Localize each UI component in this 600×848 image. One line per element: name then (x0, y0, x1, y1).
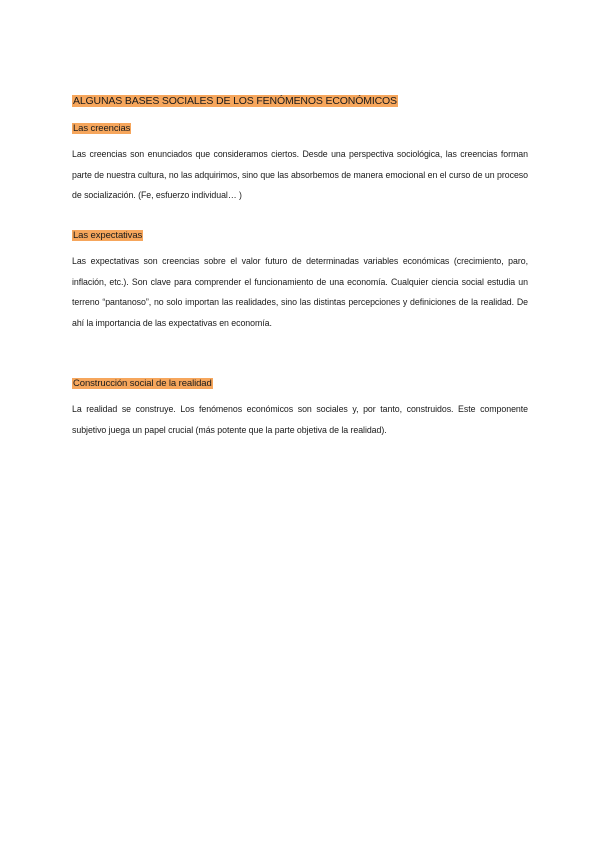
section-heading-expectativas (72, 229, 143, 242)
section-heading-text: Las expectativas (73, 230, 143, 241)
section-paragraph-construccion: La realidad se construye. Los fenómenos económicos son sociales y, por tanto, construidos. Este componente subjetivo juega un papel crucial (más potente que la parte objetiva de la realidad). (72, 404, 528, 435)
section-paragraph-creencias: Las creencias son enunciados que consideramos ciertos. Desde una perspectiva sociológica, las creencias forman parte de nuestra cultura, no las adquirimos, sino que las absorbemos de manera emocional en el curso de un proceso de socialización. (Fe, esfuerzo individual… ) (72, 149, 528, 200)
section-heading-construccion (72, 377, 213, 390)
section-heading-text: Construcción social de la realidad (73, 378, 212, 389)
document-title-text: ALGUNAS BASES SOCIALES DE LOS FENÓMENOS ECONÓMICOS (73, 95, 397, 107)
document-title (72, 94, 398, 109)
section-heading-creencias (72, 122, 131, 135)
section-paragraph-expectativas: Las expectativas son creencias sobre el valor futuro de determinadas variables económicas (crecimiento, paro, inflación, etc.). Son clave para comprender el funcionamiento de una economía. Cualquier ciencia social estudia un terreno “pantanoso”, no solo importan las realidades, sino las distintas percepciones y definiciones de la realidad. De ahí la importancia de las expectativas en economía. (72, 256, 528, 328)
section-heading-text: Las creencias (73, 123, 131, 134)
